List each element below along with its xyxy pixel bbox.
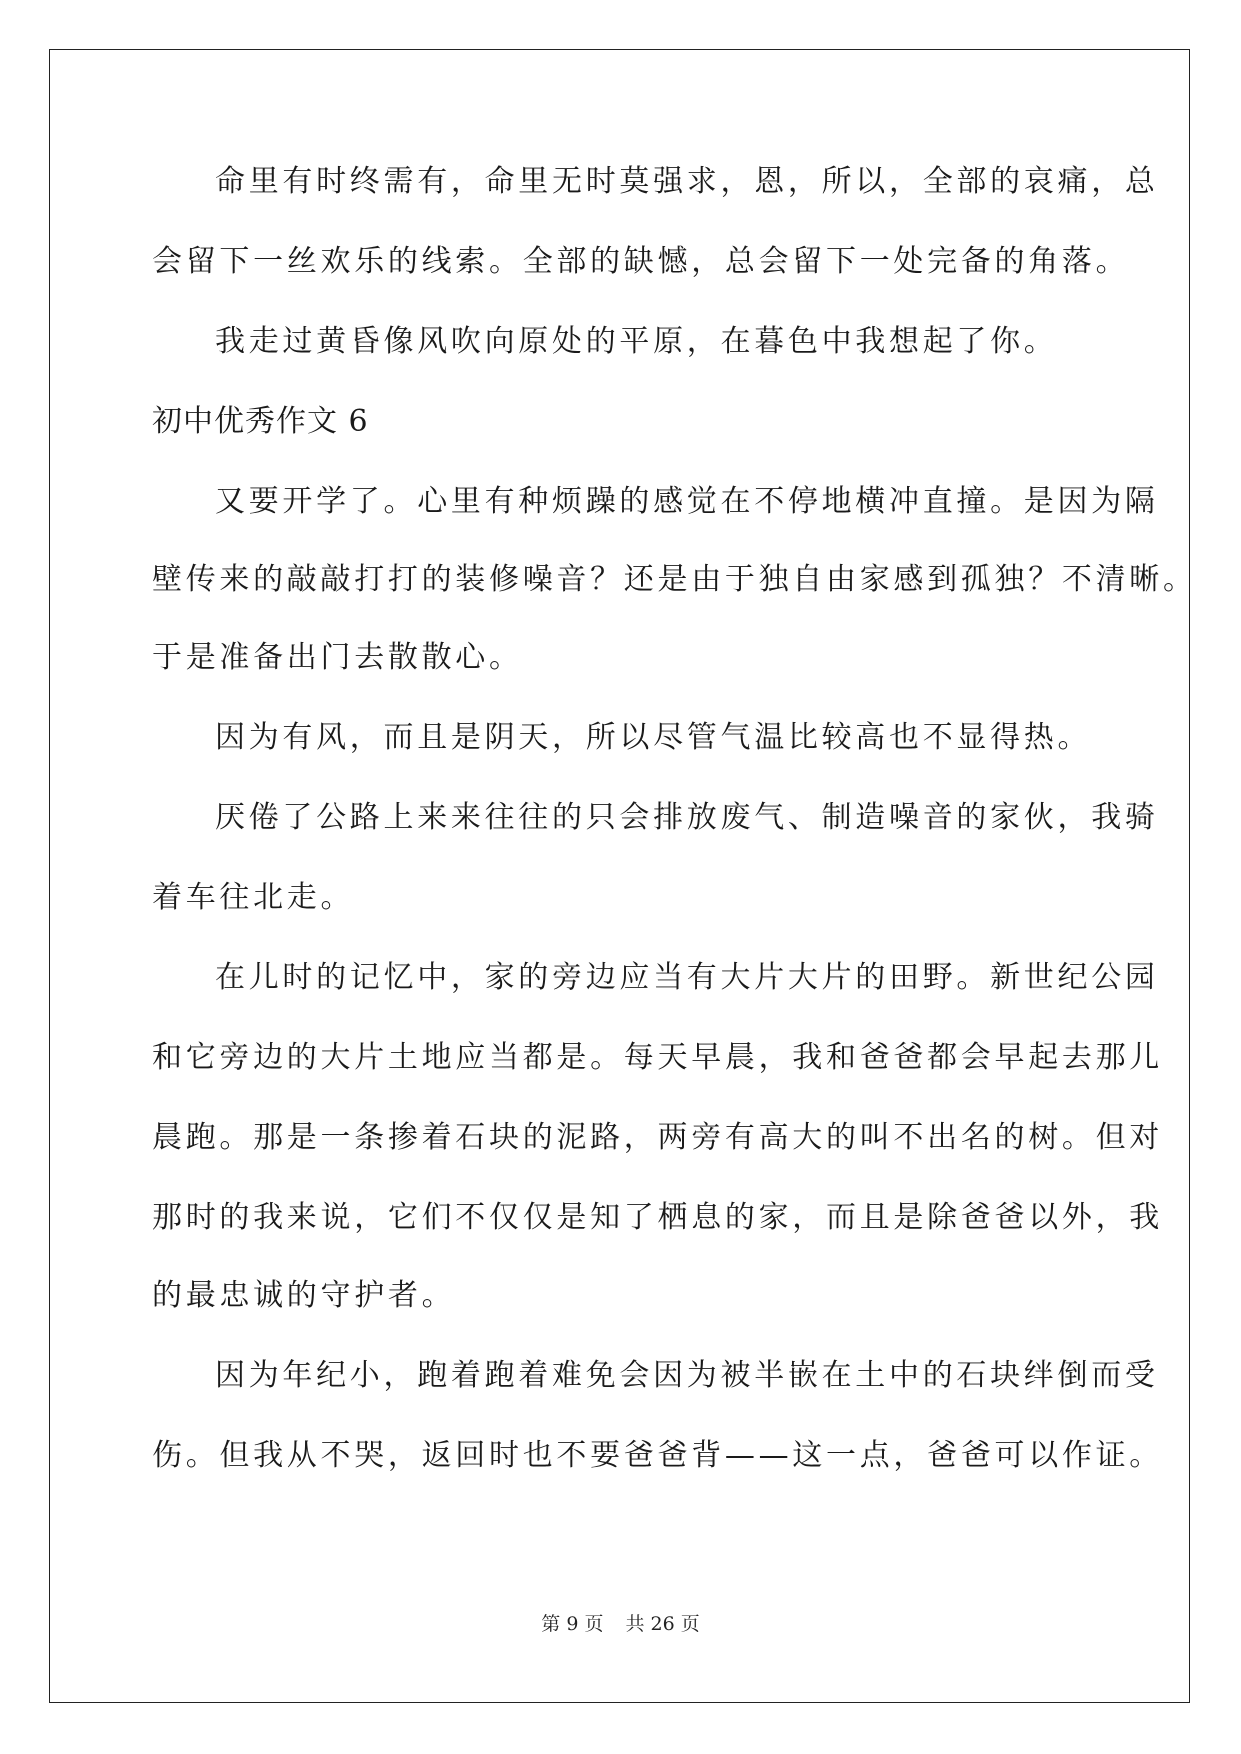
paragraph-line: 因为年纪小，跑着跑着难免会因为被半嵌在土中的石块绊倒而受 bbox=[215, 1358, 1159, 1393]
page-footer bbox=[0, 1611, 1241, 1637]
paragraph-line: 晨跑。那是一条掺着石块的泥路，两旁有高大的叫不出名的树。但对 bbox=[152, 1120, 1163, 1155]
paragraph-line: 着车往北走。 bbox=[152, 880, 355, 915]
section-heading: 初中优秀作文 6 bbox=[152, 404, 369, 439]
paragraph-line: 厌倦了公路上来来往往的只会排放废气、制造噪音的家伙，我骑 bbox=[215, 800, 1159, 835]
paragraph-line: 的最忠诚的守护者。 bbox=[152, 1278, 456, 1313]
paragraph-line: 命里有时终需有，命里无时莫强求，恩，所以，全部的哀痛，总 bbox=[215, 164, 1159, 199]
paragraph-line: 壁传来的敲敲打打的装修噪音？还是由于独自由家感到孤独？不清晰。 bbox=[152, 562, 1197, 597]
paragraph-line: 于是准备出门去散散心。 bbox=[152, 640, 523, 675]
paragraph-line: 会留下一丝欢乐的线索。全部的缺憾，总会留下一处完备的角落。 bbox=[152, 244, 1130, 279]
total-pages: 共 26 页 bbox=[625, 1613, 700, 1635]
paragraph-line: 又要开学了。心里有种烦躁的感觉在不停地横冲直撞。是因为隔 bbox=[215, 484, 1159, 519]
paragraph-line: 在儿时的记忆中，家的旁边应当有大片大片的田野。新世纪公园 bbox=[215, 960, 1159, 995]
page-number: 第 9 页 bbox=[541, 1613, 604, 1635]
paragraph-line: 我走过黄昏像风吹向原处的平原，在暮色中我想起了你。 bbox=[215, 324, 1058, 359]
paragraph-line: 伤。但我从不哭，返回时也不要爸爸背——这一点，爸爸可以作证。 bbox=[152, 1438, 1163, 1473]
paragraph-line: 那时的我来说，它们不仅仅是知了栖息的家，而且是除爸爸以外，我 bbox=[152, 1200, 1163, 1235]
paragraph-line: 因为有风，而且是阴天，所以尽管气温比较高也不显得热。 bbox=[215, 720, 1092, 755]
paragraph-line: 和它旁边的大片土地应当都是。每天早晨，我和爸爸都会早起去那儿 bbox=[152, 1040, 1163, 1075]
